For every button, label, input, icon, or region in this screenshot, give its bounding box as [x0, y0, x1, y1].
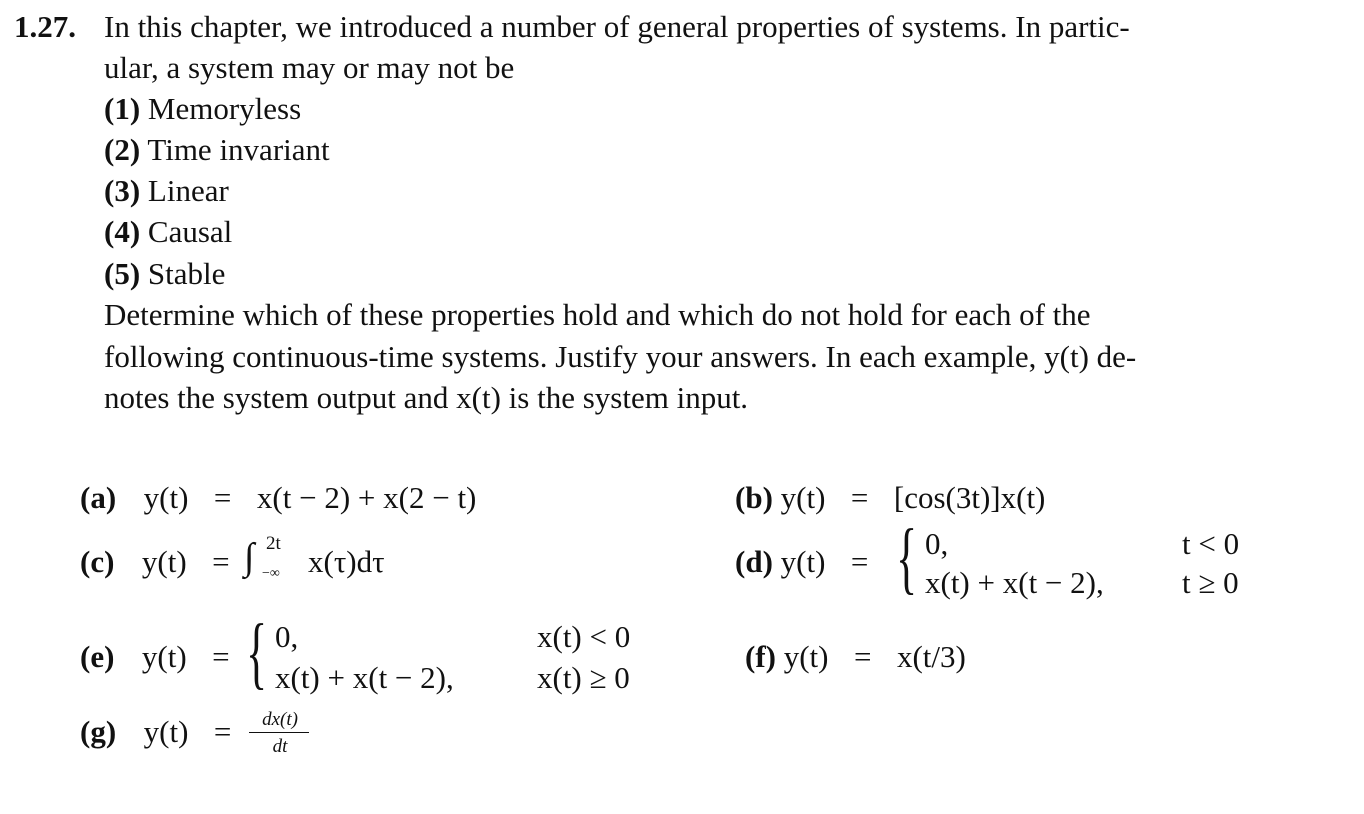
equation-label: (d) — [735, 544, 773, 579]
property-name: Linear — [147, 173, 229, 208]
integral-lower-limit: −∞ — [262, 566, 280, 581]
equation-rhs: x(t − 2) + x(2 − t) — [256, 480, 477, 515]
equals-sign: = — [850, 480, 869, 515]
case-1-value: 0, — [275, 619, 299, 654]
property-number: (3) — [104, 173, 141, 208]
equation-label: (g) — [80, 714, 117, 749]
property-number: (2) — [104, 132, 141, 167]
case-2-value: x(t) + x(t − 2), — [925, 565, 1104, 600]
determine-line-3: notes the system output and x(t) is the system input. — [104, 380, 749, 415]
case-1-condition: x(t) < 0 — [537, 619, 631, 654]
property-number: (5) — [104, 256, 141, 291]
property-name: Stable — [147, 256, 226, 291]
property-number: (1) — [104, 91, 141, 126]
property-memoryless — [104, 93, 301, 124]
equation-lhs: y(t) — [780, 480, 826, 515]
property-time-invariant — [104, 134, 330, 165]
property-name: Causal — [147, 214, 233, 249]
case-1-condition: t < 0 — [1182, 526, 1240, 561]
integral-sign: ∫ — [244, 536, 255, 578]
equation-lhs: y(t) — [141, 639, 187, 674]
equation-lhs: y(t) — [141, 544, 187, 579]
equation-label: (b) — [735, 480, 773, 515]
property-name: Time invariant — [147, 132, 330, 167]
equation-e-label-group — [80, 641, 230, 672]
equation-g-label-group — [80, 716, 231, 747]
intro-line-1: In this chapter, we introduced a number of general properties of systems. In partic- — [104, 9, 1130, 44]
fraction-bar — [249, 732, 309, 733]
fraction-numerator: dx(t) — [262, 709, 298, 730]
equals-sign: = — [212, 544, 230, 579]
equals-sign: = — [212, 639, 230, 674]
left-brace: { — [246, 609, 268, 697]
case-2-value: x(t) + x(t − 2), — [275, 660, 454, 695]
equation-lhs: y(t) — [143, 480, 189, 515]
equation-lhs: y(t) — [783, 639, 829, 674]
equation-b — [735, 482, 1045, 513]
property-name: Memoryless — [147, 91, 302, 126]
equals-sign: = — [213, 480, 232, 515]
property-number: (4) — [104, 214, 141, 249]
equation-lhs: y(t) — [780, 544, 826, 579]
case-1-value: 0, — [925, 526, 949, 561]
equation-d-label-group — [735, 546, 868, 577]
equation-a — [80, 482, 476, 513]
equation-label: (e) — [80, 639, 115, 674]
determine-line-2: following continuous-time systems. Justify your answers. In each example, y(t) de- — [104, 339, 1137, 374]
equals-sign: = — [213, 714, 232, 749]
equation-label: (f) — [745, 639, 776, 674]
fraction-denominator: dt — [272, 736, 288, 757]
case-2-condition: t ≥ 0 — [1182, 565, 1239, 600]
property-causal — [104, 216, 232, 247]
equals-sign: = — [850, 544, 869, 579]
left-brace: { — [896, 514, 918, 602]
equation-c-label-group — [80, 546, 230, 577]
case-2-condition: x(t) ≥ 0 — [537, 660, 630, 695]
equals-sign: = — [854, 639, 872, 674]
property-stable — [104, 258, 225, 289]
equation-rhs: [cos(3t)]x(t) — [893, 480, 1046, 515]
equation-label: (a) — [80, 480, 117, 515]
problem-number: 1.27. — [14, 9, 76, 44]
intro-line-2: ular, a system may or may not be — [104, 50, 515, 85]
integral-upper-limit: 2t — [266, 533, 281, 554]
property-linear — [104, 175, 229, 206]
equation-lhs: y(t) — [143, 714, 189, 749]
equation-f — [745, 641, 966, 672]
integrand: x(τ)dτ — [308, 544, 385, 579]
equation-rhs: x(t/3) — [896, 639, 966, 674]
equation-label: (c) — [80, 544, 115, 579]
determine-line-1: Determine which of these properties hold and which do not hold for each of the — [104, 297, 1091, 332]
